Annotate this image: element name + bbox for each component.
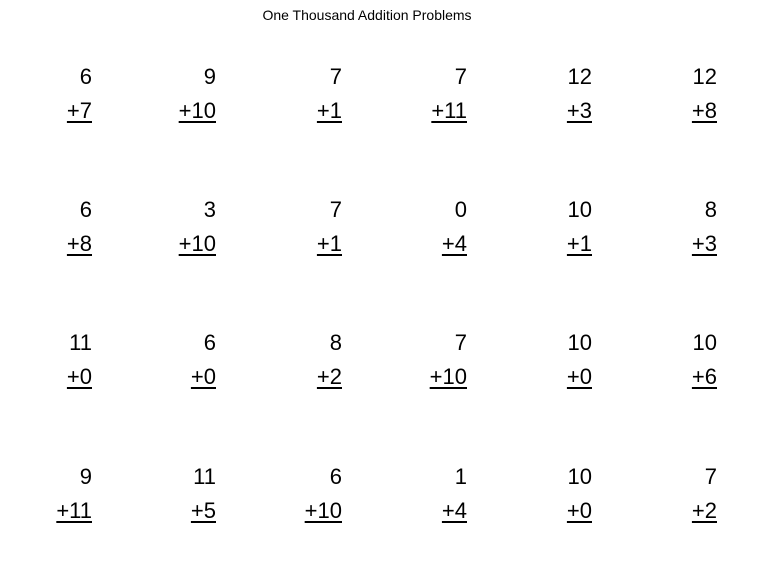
- addend-bottom: +1: [316, 231, 342, 256]
- problem: [627, 460, 717, 528]
- addend-top: 10: [692, 330, 717, 355]
- addend-top: 11: [69, 330, 92, 355]
- addend-top: 7: [454, 64, 467, 89]
- problem: [377, 460, 467, 528]
- addend-bottom: +5: [190, 498, 216, 523]
- addend-top: 1: [454, 464, 467, 489]
- addend-bottom: +8: [66, 231, 92, 256]
- problem: [126, 460, 216, 528]
- addend-bottom: +4: [441, 498, 467, 523]
- addend-bottom: +10: [178, 98, 216, 123]
- problem: [2, 60, 92, 128]
- problem: [502, 460, 592, 528]
- addend-bottom: +3: [691, 231, 717, 256]
- addend-bottom: +2: [316, 364, 342, 389]
- addend-bottom: +11: [56, 498, 92, 523]
- problem: [2, 193, 92, 261]
- problem: [377, 193, 467, 261]
- addend-bottom: +1: [316, 98, 342, 123]
- addend-top: 10: [567, 197, 592, 222]
- addend-bottom: +6: [691, 364, 717, 389]
- addend-top: 7: [329, 64, 342, 89]
- addend-bottom: +0: [566, 498, 592, 523]
- addend-bottom: +0: [190, 364, 216, 389]
- addend-bottom: +8: [691, 98, 717, 123]
- addend-top: 8: [329, 330, 342, 355]
- addend-bottom: +10: [429, 364, 467, 389]
- addend-bottom: +10: [178, 231, 216, 256]
- addend-bottom: +1: [566, 231, 592, 256]
- problem: [2, 326, 92, 394]
- addend-top: 8: [704, 197, 717, 222]
- addend-top: 7: [454, 330, 467, 355]
- problem: [126, 60, 216, 128]
- addend-top: 10: [567, 464, 592, 489]
- problem: [252, 460, 342, 528]
- addend-top: 12: [692, 64, 717, 89]
- addend-top: 7: [704, 464, 717, 489]
- problem: [2, 460, 92, 528]
- addend-top: 6: [329, 464, 342, 489]
- addend-bottom: +11: [431, 98, 467, 123]
- problem: [627, 193, 717, 261]
- problem: [377, 60, 467, 128]
- problem: [502, 326, 592, 394]
- addend-top: 6: [79, 197, 92, 222]
- problem: [377, 326, 467, 394]
- addend-top: 3: [203, 197, 216, 222]
- addend-bottom: +10: [304, 498, 342, 523]
- problem: [126, 326, 216, 394]
- problem: [627, 326, 717, 394]
- addend-top: 6: [203, 330, 216, 355]
- addend-top: 6: [79, 64, 92, 89]
- addend-top: 7: [329, 197, 342, 222]
- problem: [627, 60, 717, 128]
- problem: [252, 326, 342, 394]
- problem: [252, 193, 342, 261]
- addend-bottom: +0: [66, 364, 92, 389]
- problem: [126, 193, 216, 261]
- addend-top: 11: [193, 464, 216, 489]
- addend-bottom: +3: [566, 98, 592, 123]
- addend-top: 10: [567, 330, 592, 355]
- addend-top: 9: [203, 64, 216, 89]
- addend-bottom: +2: [691, 498, 717, 523]
- addend-bottom: +0: [566, 364, 592, 389]
- problem: [502, 60, 592, 128]
- worksheet-title: One Thousand Addition Problems: [262, 7, 472, 23]
- addend-top: 12: [567, 64, 592, 89]
- addend-top: 9: [79, 464, 92, 489]
- problem: [502, 193, 592, 261]
- addend-bottom: +4: [441, 231, 467, 256]
- addend-bottom: +7: [66, 98, 92, 123]
- addend-top: 0: [454, 197, 467, 222]
- problem: [252, 60, 342, 128]
